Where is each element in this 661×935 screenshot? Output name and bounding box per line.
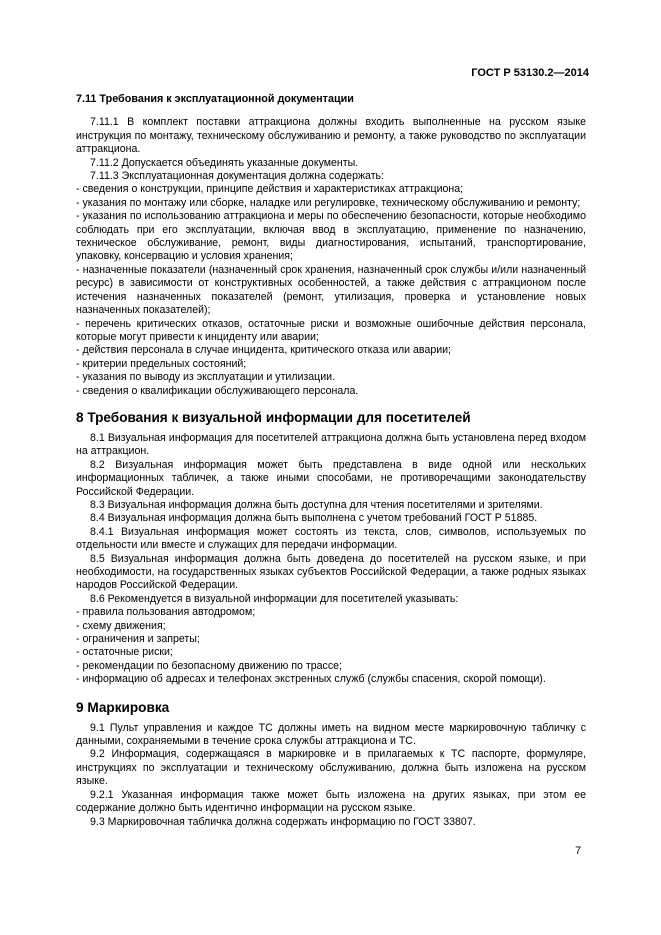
section-8-heading: 8 Требования к визуальной информации для посетителей	[76, 409, 471, 425]
paragraph: - критерии предельных состояний;	[76, 357, 247, 370]
paragraph: 8.3 Визуальная информация должна быть доступна для чтения посетителями и зрителями.	[90, 498, 543, 511]
paragraph: - остаточные риски;	[76, 646, 173, 659]
section-9-body	[76, 722, 586, 829]
paragraph: 9.2 Информация, содержащаяся в маркировке и в прилагаемых к ТС паспорте, формуляре, инструкциях по эксплуатации и техническому обслуживанию, должна быть изложена на русском языке.	[76, 748, 586, 788]
paragraph: 8.6 Рекомендуется в визуальной информации для посетителей указывать:	[90, 592, 459, 605]
paragraph: 9.1 Пульт управления и каждое ТС должны иметь на видном месте маркировочную табличку с данными, сохраняемыми в течение срока службы аттракциона и ТС.	[76, 721, 586, 748]
paragraph: - указания по использованию аттракциона и меры по обеспечению безопасности, которые необходимо соблюдать при его эксплуатации, включая ввод в эксплуатацию, применение по назначению, техническое обслуживание, ремонт, виды диагностирования, испытаний, транспортирование, упаковку, консервацию и условия хранения;	[76, 210, 586, 263]
page-content	[76, 93, 586, 829]
paragraph: - ограничения и запреты;	[76, 633, 200, 646]
paragraph: 8.1 Визуальная информация для посетителей аттракциона должна быть установлена перед входом на аттракцион.	[76, 431, 586, 458]
paragraph: 7.11.1 В комплект поставки аттракциона должны входить выполненные на русском языке инструкция по монтажу, техническому обслуживанию и ремонту, а также руководство по эксплуатации аттракциона.	[76, 116, 586, 156]
paragraph: - указания по выводу из эксплуатации и утилизации.	[76, 371, 336, 384]
paragraph: - назначенные показатели (назначенный срок хранения, назначенный срок службы и/или назначенный ресурс) в зависимости от конструктивных особенностей, а также действия с аттракционом после истечения назначенных показателей (ремонт, утилизация, проверка и установление новых назначенных показателей);	[76, 263, 586, 317]
paragraph: - указания по монтажу или сборке, наладке или регулировке, техническому обслуживанию и ремонту;	[76, 196, 581, 209]
section-7-11-body	[76, 116, 586, 398]
standard-code: ГОСТ Р 53130.2—2014	[471, 67, 589, 79]
paragraph: 7.11.2 Допускается объединять указанные документы.	[90, 156, 359, 169]
section-8-body	[76, 432, 586, 687]
paragraph: - действия персонала в случае инцидента, критического отказа или аварии;	[76, 344, 452, 357]
paragraph: 8.4.1 Визуальная информация может состоять из текста, слов, символов, используемых по отдельности или вместе и служащих для передачи информации.	[76, 525, 586, 552]
paragraph: 8.5 Визуальная информация должна быть доведена до посетителей на русском языке, и при необходимости, на государственных языках субъектов Российской Федерации, а также родных языках народов Российской Федерации.	[76, 552, 586, 592]
paragraph: 8.2 Визуальная информация может быть представлена в виде одной или нескольких информационных табличек, а также иными способами, не противоречащими законодательству Российской Федерации.	[76, 458, 586, 498]
paragraph: - схему движения;	[76, 619, 166, 632]
page-number: 7	[575, 845, 581, 857]
paragraph: - информацию об адресах и телефонах экстренных служб (службы спасения, скорой помощи).	[76, 673, 546, 686]
paragraph: 7.11.3 Эксплуатационная документация должна содержать:	[90, 170, 385, 183]
paragraph: - сведения о квалификации обслуживающего персонала.	[76, 384, 359, 397]
paragraph: 9.2.1 Указанная информация также может быть изложена на других языках, при этом ее содержание должно быть идентично информации на русском языке.	[76, 788, 586, 815]
paragraph: 8.4 Визуальная информация должна быть выполнена с учетом требований ГОСТ Р 51885.	[90, 512, 538, 525]
paragraph: - перечень критических отказов, остаточные риски и возможные ошибочные действия персонала, которые могут привести к инциденту или аварии;	[76, 317, 586, 343]
paragraph: 9.3 Маркировочная табличка должна содержать информацию по ГОСТ 33807.	[90, 815, 476, 828]
paragraph: - рекомендации по безопасному движению по трассе;	[76, 659, 342, 672]
paragraph: - правила пользования автодромом;	[76, 606, 256, 619]
section-7-11-heading: 7.11 Требования к эксплуатационной документации	[76, 93, 354, 105]
section-9-heading: 9 Маркировка	[76, 699, 170, 715]
paragraph: - сведения о конструкции, принципе действия и характеристиках аттракциона;	[76, 183, 464, 196]
